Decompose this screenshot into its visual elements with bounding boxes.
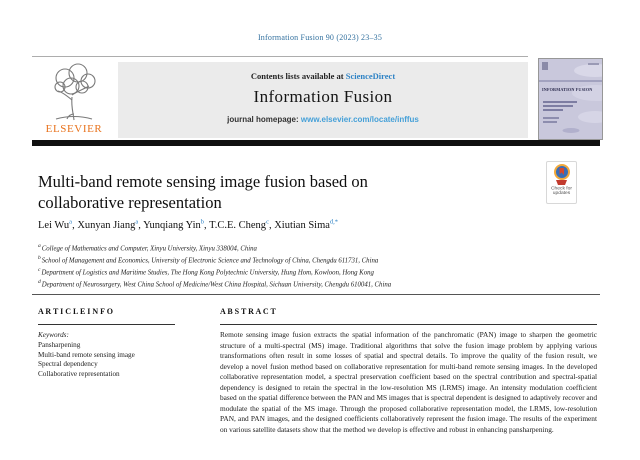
journal-cover-thumbnail[interactable] [538,58,603,140]
badge-text: Check for updates [550,186,573,196]
author: Yunqiang Yin$^b$, [143,218,210,231]
author-affiliation-mark: a [69,218,73,225]
author: Lei Wu$^a$, [38,218,78,231]
cover-publisher-mark [542,62,548,70]
journal-header-box [118,62,528,138]
journal-title: Information Fusion [253,87,393,106]
author-affiliation-mark: c [266,218,269,225]
article-info-underline [38,324,175,325]
homepage-label: journal homepage: [227,115,301,124]
abstract-heading: A B S T R A C T [220,307,276,316]
header-top-rule [32,56,528,57]
article-title-line2: collaborative representation [38,193,222,212]
author-list [38,218,338,231]
sciencedirect-link[interactable]: ScienceDirect [345,71,396,81]
keywords-block [38,331,213,380]
affiliation: $^b$School of Management and Economics, University of Electronic Science and Technology of China, Chengdu 611731, China [38,254,379,265]
abstract-text: Remote sensing image fusion extracts the spatial information of the panchromatic (PAN) image to sharpen the geometric structure of a multi-spectral (MS) image. Traditional algorithms that solve the fusion image problem by applying various transformations often result in some losses of spatial and spectral details. To improve the quality of the fusion result, we develop a novel fusion method based on collaborative representation for multi-band remote sensing images. In the developed collaborative representation model, a spectral preservation coefficient based on the spectral contribution and spectral-spatial dependency is designed to retain the spectral in the low-resolution MS (LRMS) image. An intensity modulation coefficient based on the spatial difference between the PAN and MS images that is spectral dependent is designed to adaptively recover and modulate the spatial of the MS image. Through the proposed collaborative representation model, the LRMS, low-resolution PAN, and PAN images, and the designed coefficients collaboratively represent the fusion image. The results of the experiment on various satellite datasets show that the method we develop is effective and robust in enhancing pansharpening. [220,330,597,434]
elsevier-wordmark: ELSEVIER [45,123,103,135]
affiliation: $^d$Department of Neurosurgery, West China School of Medicine/West China Hospital, Sichuan University, Chengdu 610041, China [38,278,392,289]
keywords-label: Keywords: [38,331,69,339]
keyword: Collaborative representation [38,370,120,379]
contents-line-text: Contents lists available at [250,71,346,81]
author: Xiutian Sima$^{d,*}$ [274,218,339,231]
cover-decoration [574,64,603,77]
abstract-section [220,307,597,435]
article-info-heading: A R T I C L E I N F O [38,307,113,316]
check-for-updates-badge[interactable] [546,161,577,204]
abstract-underline [220,324,597,325]
article-title-line1: Multi-band remote sensing image fusion based on [38,172,368,191]
author-affiliation-mark: a [135,218,139,225]
homepage-line [118,115,528,124]
cover-decoration [578,111,603,123]
elsevier-tree-icon [40,62,108,122]
journal-citation-link[interactable]: Information Fusion 90 (2023) 23–35 [257,33,383,42]
cover-title: INFORMATION FUSION [542,88,593,93]
author-affiliation-mark: d,* [329,218,339,225]
author-affiliation-mark: b [200,218,205,225]
bookmark-icon [559,168,564,175]
cover-decoration [543,117,559,125]
header-divider-bar [32,140,600,146]
section-divider-rule [32,294,600,295]
elsevier-logo [40,62,108,138]
keyword: Multi-band remote sensing image [38,350,135,359]
article-info-section [38,307,213,380]
affiliation: $^a$College of Mathematics and Computer, Xinyu University, Xinyu 338004, China [38,243,257,253]
author: Xunyan Jiang$^a$, [77,218,144,231]
cover-decoration [588,63,599,65]
ribbon-icon [556,180,567,185]
affiliation-list [38,242,391,290]
crossmark-icon [554,164,570,180]
keyword: Spectral dependency [38,360,98,369]
cover-decoration [562,128,579,133]
homepage-url-link[interactable]: www.elsevier.com/locate/inffus [300,115,419,124]
cover-decoration [539,80,602,82]
article-title [38,171,368,213]
affiliation: $^c$Department of Logistics and Maritime Studies, The Hong Kong Polytechnic University, Hung Hom, Kowloon, Hong Kong [38,266,374,277]
keyword: Pansharpening [38,340,81,349]
contents-line [118,62,528,81]
cover-decoration [543,101,577,113]
author: T.C.E. Cheng$^c$, [209,218,275,231]
